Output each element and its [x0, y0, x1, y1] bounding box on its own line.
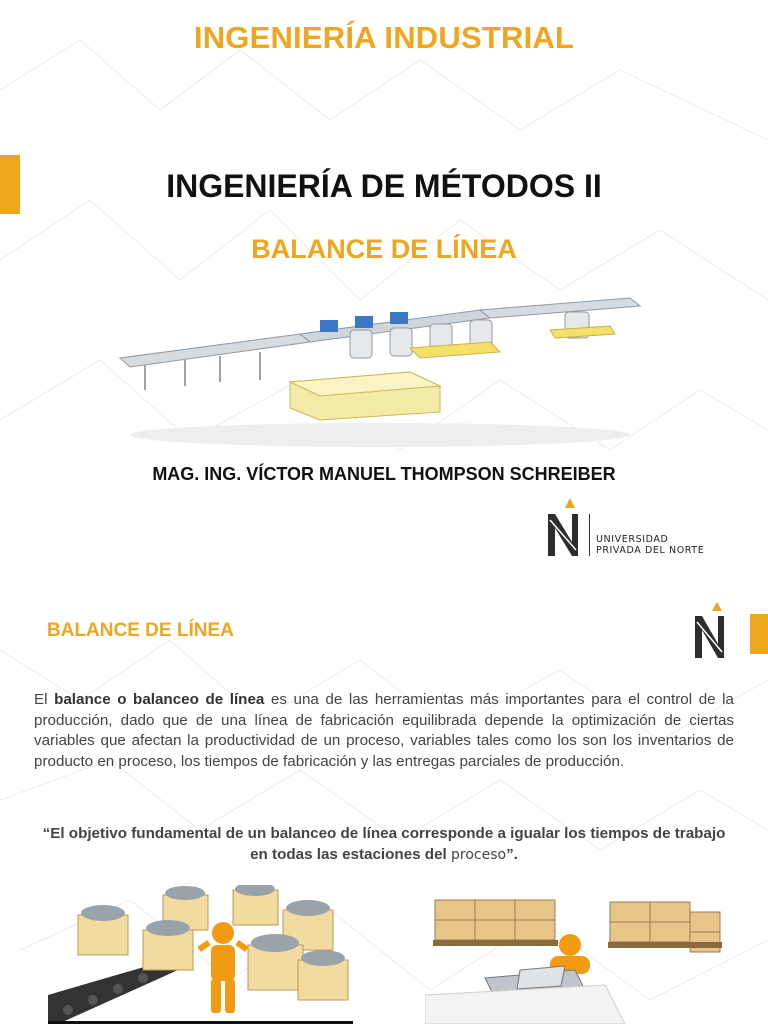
- worker-laptop-illustration: [425, 890, 725, 1024]
- quote-main: “El objetivo fundamental de un balanceo de línea corresponde a igualar los tiempos de trabajo en todas las estaciones del: [42, 825, 726, 863]
- university-name-line2: PRIVADA DEL NORTE: [596, 545, 705, 556]
- topic-title: BALANCE DE LÍNEA: [251, 234, 517, 264]
- university-name-line1: UNIVERSIDAD: [596, 534, 669, 545]
- university-name: [596, 534, 704, 556]
- production-line-illustration: [110, 290, 650, 450]
- university-logo-icon: [546, 498, 584, 558]
- content-slide: [0, 590, 768, 1024]
- accent-bar-right: [750, 614, 768, 654]
- paragraph-body: es una de las herramientas más importantes para el control de la producción, dado que de una línea de fabricación equilibrada depende la optimización de ciertas variables que afectan la productividad de un proceso, variables tales como los son los inventarios de producto en proceso, los tiempos de fabricación y las entregas parciales de producción.: [34, 691, 734, 770]
- logo-divider: [589, 514, 590, 556]
- program-title: INGENIERÍA INDUSTRIAL: [193, 20, 575, 55]
- objective-quote: [34, 823, 734, 866]
- paragraph-bold-term: balance o balanceo de línea: [54, 691, 265, 708]
- course-title: INGENIERÍA DE MÉTODOS II: [166, 168, 602, 204]
- author-name: MAG. ING. VÍCTOR MANUEL THOMPSON SCHREIBER: [152, 464, 616, 484]
- slide-heading: BALANCE DE LÍNEA: [47, 620, 234, 641]
- definition-paragraph: [34, 690, 734, 772]
- paragraph-intro: El: [34, 691, 48, 708]
- quote-end: ”.: [506, 846, 518, 863]
- worker-boxes-illustration: [48, 885, 353, 1024]
- quote-word: proceso: [451, 847, 507, 863]
- university-logo-icon-small: [692, 602, 730, 660]
